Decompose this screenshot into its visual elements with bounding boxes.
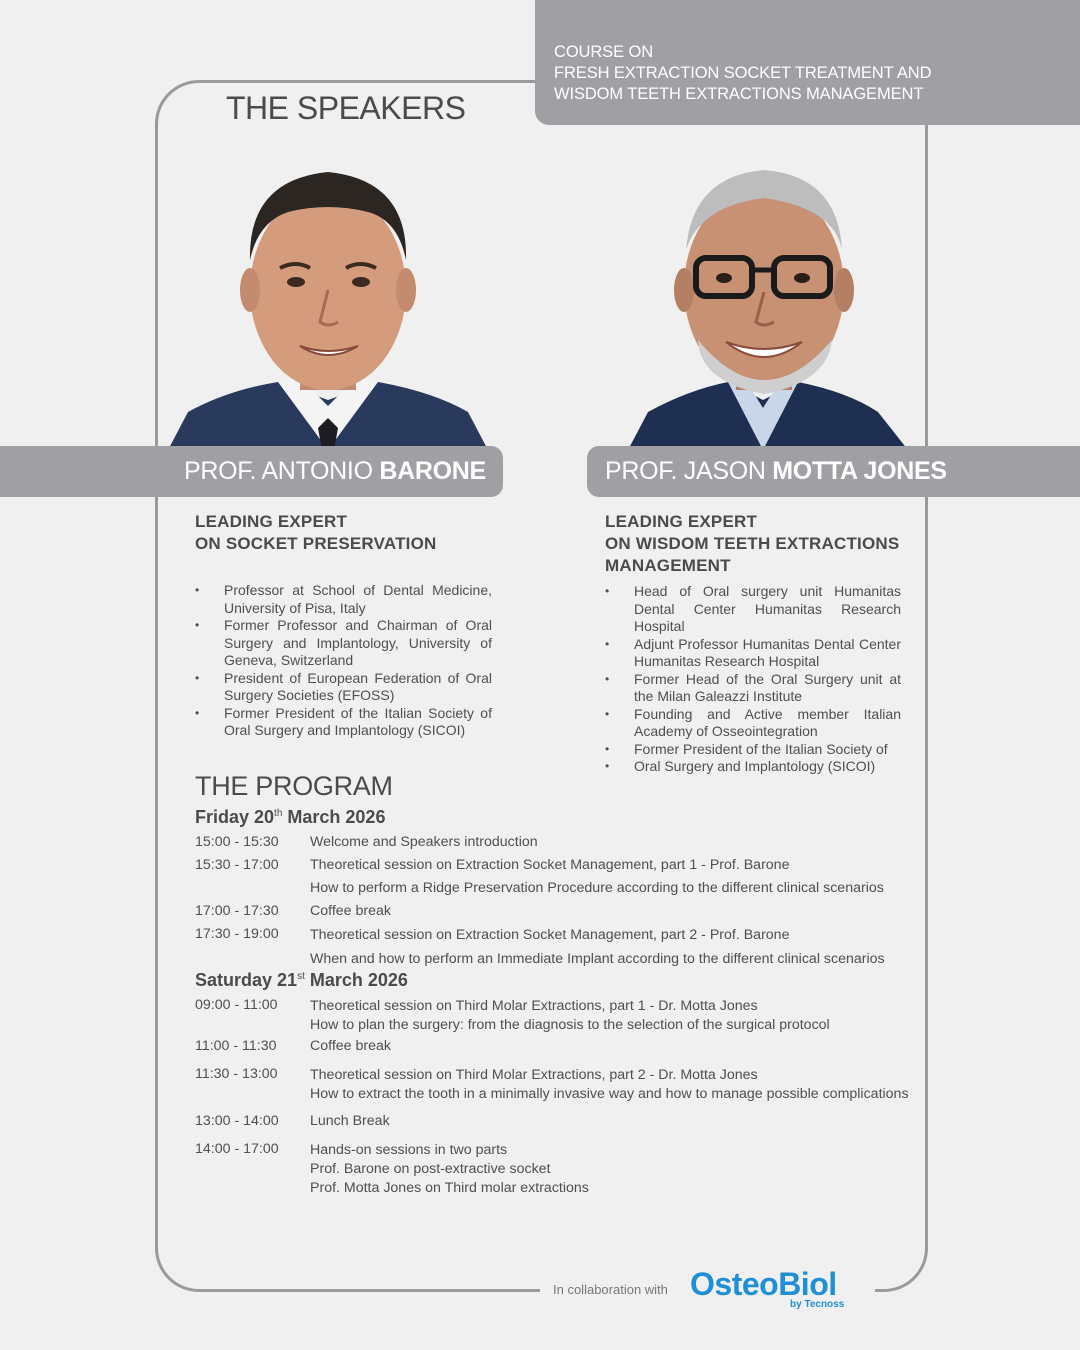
course-line-2: FRESH EXTRACTION SOCKET TREATMENT AND [554, 64, 932, 82]
day-ordinal: th [274, 808, 283, 819]
bio-item: • Former Professor and Chairman of Oral Surgery and Implantology, University of Geneva, Switzerland [195, 617, 492, 670]
speaker-name-bar-motta-jones [587, 446, 1080, 497]
bio-list-motta-jones [605, 583, 901, 776]
day-label: Saturday 21 [195, 970, 298, 990]
session-title: Welcome and Speakers introduction [310, 834, 538, 850]
course-title-box [535, 0, 1080, 125]
speaker-name-prefix: PROF. JASON [605, 457, 766, 485]
speaker-name-last: BARONE [379, 457, 486, 485]
session-title: Theoretical session on Third Molar Extractions, part 2 - Dr. Motta Jones [310, 1067, 758, 1083]
speaker-name-last: MOTTA JONES [772, 457, 947, 485]
logo-wordmark: OsteoBiol [690, 1266, 837, 1302]
session-title: Coffee break [310, 1038, 391, 1054]
bio-item: • Adjunt Professor Humanitas Dental Center Humanitas Research Hospital [605, 636, 901, 671]
session-detail: How to extract the tooth in a minimally invasive way and how to manage possible complications [310, 1086, 909, 1102]
session-detail: How to plan the surgery: from the diagnosis to the selection of the surgical protocol [310, 1017, 830, 1033]
expertise-line: LEADING EXPERT [195, 512, 348, 531]
bio-item: • Founding and Active member Italian Academy of Osseointegration [605, 706, 901, 741]
bio-item: • Former President of the Italian Society of Oral Surgery and Implantology (SICOI) [195, 705, 492, 740]
program-title: THE PROGRAM [195, 771, 393, 801]
speaker-name-bar-barone [0, 446, 503, 497]
session-time: 09:00 - 11:00 [195, 997, 278, 1013]
session-detail: Prof. Barone on post-extractive socket [310, 1161, 551, 1177]
session-time: 14:00 - 17:00 [195, 1141, 279, 1157]
day-label-rest: March 2026 [282, 807, 386, 827]
session-time: 11:30 - 13:00 [195, 1066, 278, 1082]
speakers-title: THE SPEAKERS [226, 90, 466, 126]
session-title: Hands-on sessions in two parts [310, 1142, 508, 1158]
logo-byline: by Tecnoss [790, 1299, 845, 1310]
session-time: 15:30 - 17:00 [195, 857, 279, 873]
speaker-name-prefix: PROF. ANTONIO [184, 457, 373, 485]
day-ordinal: st [297, 971, 305, 982]
course-line-3: WISDOM TEETH EXTRACTIONS MANAGEMENT [554, 85, 924, 103]
day-heading-saturday [195, 970, 408, 991]
expertise-line: MANAGEMENT [605, 556, 731, 575]
day-label: Friday 20 [195, 807, 275, 827]
bio-item: • Former President of the Italian Society of [605, 741, 901, 759]
session-title: Theoretical session on Third Molar Extractions, part 1 - Dr. Motta Jones [310, 998, 758, 1014]
bio-item: • President of European Federation of Oral Surgery Societies (EFOSS) [195, 670, 492, 705]
expertise-line: ON SOCKET PRESERVATION [195, 534, 437, 553]
speaker-photo-motta-jones [588, 150, 908, 450]
session-detail: Prof. Motta Jones on Third molar extractions [310, 1180, 589, 1196]
bio-item: • Head of Oral surgery unit Humanitas Dental Center Humanitas Research Hospital [605, 583, 901, 636]
day-label-rest: March 2026 [304, 970, 408, 990]
session-time: 11:00 - 11:30 [195, 1038, 277, 1054]
session-title: Coffee break [310, 903, 391, 919]
session-time: 15:00 - 15:30 [195, 834, 279, 850]
session-title: Theoretical session on Extraction Socket Management, part 1 - Prof. Barone [310, 857, 790, 873]
session-time: 13:00 - 14:00 [195, 1113, 279, 1129]
expertise-barone [195, 511, 437, 555]
course-line-1: COURSE ON [554, 43, 654, 61]
bio-item: • Professor at School of Dental Medicine, University of Pisa, Italy [195, 582, 492, 617]
bio-list-barone [195, 582, 492, 740]
speaker-photo-barone [168, 150, 488, 450]
collaboration-text: In collaboration with [553, 1282, 668, 1297]
session-detail: How to perform a Ridge Preservation Procedure according to the different clinical scenarios [310, 880, 884, 896]
day-heading-friday [195, 807, 385, 828]
expertise-line: ON WISDOM TEETH EXTRACTIONS [605, 534, 900, 553]
bio-item: • Former Head of the Oral Surgery unit at the Milan Galeazzi Institute [605, 671, 901, 706]
session-detail: When and how to perform an Immediate Implant according to the different clinical scenarios [310, 951, 885, 967]
session-time: 17:30 - 19:00 [195, 926, 279, 942]
session-title: Theoretical session on Extraction Socket Management, part 2 - Prof. Barone [310, 927, 790, 943]
session-time: 17:00 - 17:30 [195, 903, 279, 919]
osteobiol-logo [690, 1263, 870, 1313]
bio-item: • Oral Surgery and Implantology (SICOI) [605, 758, 901, 776]
expertise-motta-jones [605, 511, 899, 577]
session-title: Lunch Break [310, 1113, 390, 1129]
expertise-line: LEADING EXPERT [605, 512, 758, 531]
